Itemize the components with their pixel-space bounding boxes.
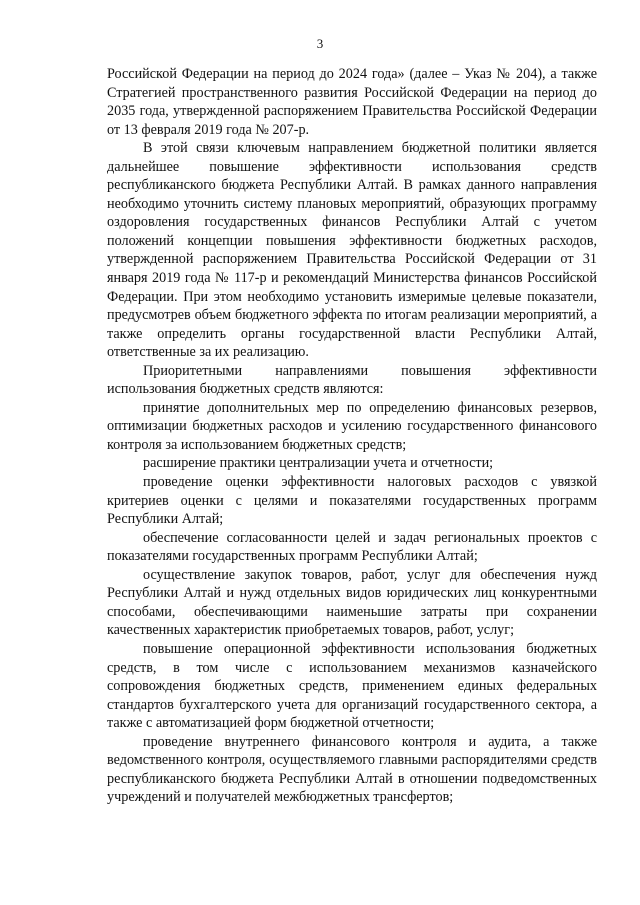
list-item-financial-reserves: принятие дополнительных мер по определению финансовых резервов, оптимизации бюджетных расходов и усилению государственного финансового контроля за использованием бюджетных средств; [107,399,597,453]
page-number: 3 [316,36,324,51]
list-item-operational-efficiency: повышение операционной эффективности использования бюджетных средств, в том числе с использованием механизмов казначейского сопровождения бюджетных средств, применением единых федеральных стандартов бухгалтерского учета для организаций государственного сектора, а также с автоматизацией форм бюджетной отчетности; [107,640,597,732]
paragraph-key-direction: В этой связи ключевым направлением бюджетной политики является дальнейшее повышение эффективности использования средств республиканского бюджета Республики Алтай. В рамках данного направления необходимо уточнить систему плановых мероприятий, образующих программу оздоровления государственных финансов Республики Алтай с учетом положений концепции повышения эффективности бюджетных расходов, утвержденной распоряжением Правительства Российской Федерации от 31 января 2019 года № 117-р и рекомендаций Министерства финансов Российской Федерации. При этом необходимо установить измеримые целевые показатели, предусмотрев объем бюджетного эффекта по итогам реализации мероприятий, а также определить органы государственной власти Республики Алтай, ответственные за их реализацию. [107,140,597,361]
paragraph-continuation: Российской Федерации на период до 2024 года» (далее – Указ № 204), а также Стратегией пространственного развития Российской Федерации на период до 2035 года, утвержденной распоряжением Правительства Российской Федерации от 13 февраля 2019 года № 207-р. [107,66,597,138]
document-body [107,65,597,807]
list-item-procurement: осуществление закупок товаров, работ, услуг для обеспечения нужд Республики Алтай и нужд отдельных видов юридических лиц конкурентными способами, обеспечивающими наименьшие затраты при сохранении качественных характеристик приобретаемых товаров, работ, услуг; [107,566,597,639]
paragraph-priority-directions-intro: Приоритетными направлениями повышения эффективности использования бюджетных средств являются: [107,362,597,398]
list-item-tax-expenditure-assessment: проведение оценки эффективности налоговых расходов с увязкой критериев оценки с целями и показателями государственных программ Республики Алтай; [107,474,597,528]
list-item-centralization: расширение практики централизации учета и отчетности; [143,455,494,472]
list-item-regional-projects-consistency: обеспечение согласованности целей и задач региональных проектов с показателями государственных программ Республики Алтай; [107,529,597,565]
list-item-internal-control-audit: проведение внутреннего финансового контроля и аудита, а также ведомственного контроля, осуществляемого главными распорядителями средств республиканского бюджета Республики Алтай в отношении подведомственных учреждений и получателей межбюджетных трансфертов; [107,733,597,806]
